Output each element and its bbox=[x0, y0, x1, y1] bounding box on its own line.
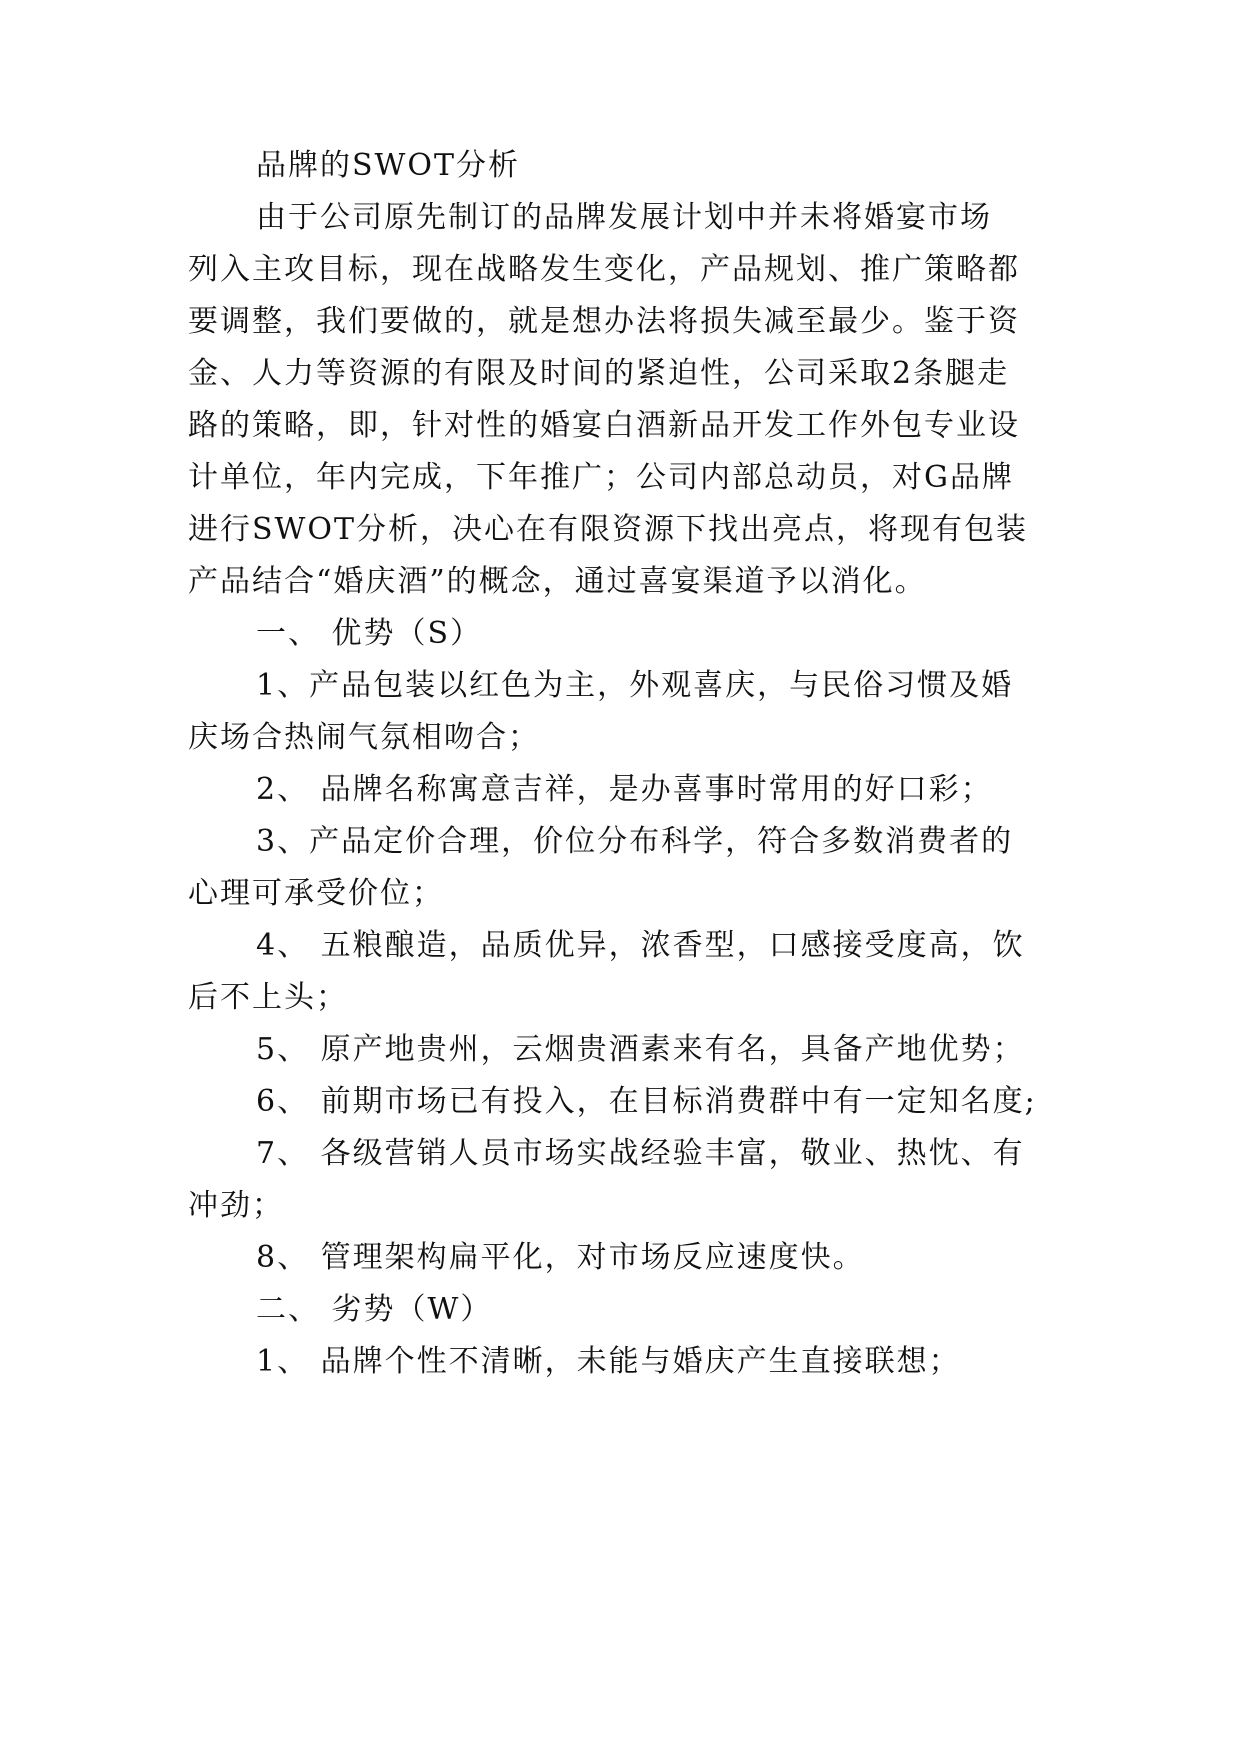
strength-item: 后不上头； bbox=[188, 980, 348, 1015]
section-heading-weaknesses: 二、 劣势（W） bbox=[256, 1292, 493, 1327]
strength-item: 4、 五粮酿造，品质优异，浓香型，口感接受度高，饮 bbox=[256, 928, 1025, 963]
strength-item: 心理可承受价位； bbox=[188, 876, 444, 911]
strength-item: 1、产品包装以红色为主，外观喜庆，与民俗习惯及婚 bbox=[256, 668, 1014, 703]
paragraph-line: 由于公司原先制订的品牌发展计划中并未将婚宴市场 bbox=[256, 200, 992, 235]
weakness-item: 1、 品牌个性不清晰，未能与婚庆产生直接联想； bbox=[256, 1344, 961, 1379]
strength-item: 6、 前期市场已有投入，在目标消费群中有一定知名度; bbox=[256, 1084, 1037, 1119]
paragraph-line: 产品结合“婚庆酒”的概念，通过喜宴渠道予以消化。 bbox=[188, 564, 927, 599]
document-title: 品牌的SWOT分析 bbox=[256, 148, 520, 183]
paragraph-line: 要调整，我们要做的，就是想办法将损失减至最少。鉴于资 bbox=[188, 304, 1020, 339]
strength-item: 5、 原产地贵州，云烟贵酒素来有名，具备产地优势； bbox=[256, 1032, 1025, 1067]
section-heading-strengths: 一、 优势（S） bbox=[256, 616, 483, 651]
strength-item: 冲劲； bbox=[188, 1188, 284, 1223]
paragraph-line: 列入主攻目标，现在战略发生变化，产品规划、推广策略都 bbox=[188, 252, 1020, 287]
paragraph-line: 金、人力等资源的有限及时间的紧迫性，公司采取2条腿走 bbox=[188, 356, 1010, 391]
strength-item: 3、产品定价合理，价位分布科学，符合多数消费者的 bbox=[256, 824, 1014, 859]
strength-item: 8、 管理架构扁平化，对市场反应速度快。 bbox=[256, 1240, 865, 1275]
paragraph-line: 进行SWOT分析，决心在有限资源下找出亮点，将现有包装 bbox=[188, 512, 1028, 547]
strength-item: 庆场合热闹气氛相吻合； bbox=[188, 720, 540, 755]
paragraph-line: 路的策略，即，针对性的婚宴白酒新品开发工作外包专业设 bbox=[188, 408, 1020, 443]
strength-item: 7、 各级营销人员市场实战经验丰富，敬业、热忱、有 bbox=[256, 1136, 1025, 1171]
strength-item: 2、 品牌名称寓意吉祥，是办喜事时常用的好口彩； bbox=[256, 772, 993, 807]
paragraph-line: 计单位，年内完成，下年推广；公司内部总动员，对G品牌 bbox=[188, 460, 1014, 495]
